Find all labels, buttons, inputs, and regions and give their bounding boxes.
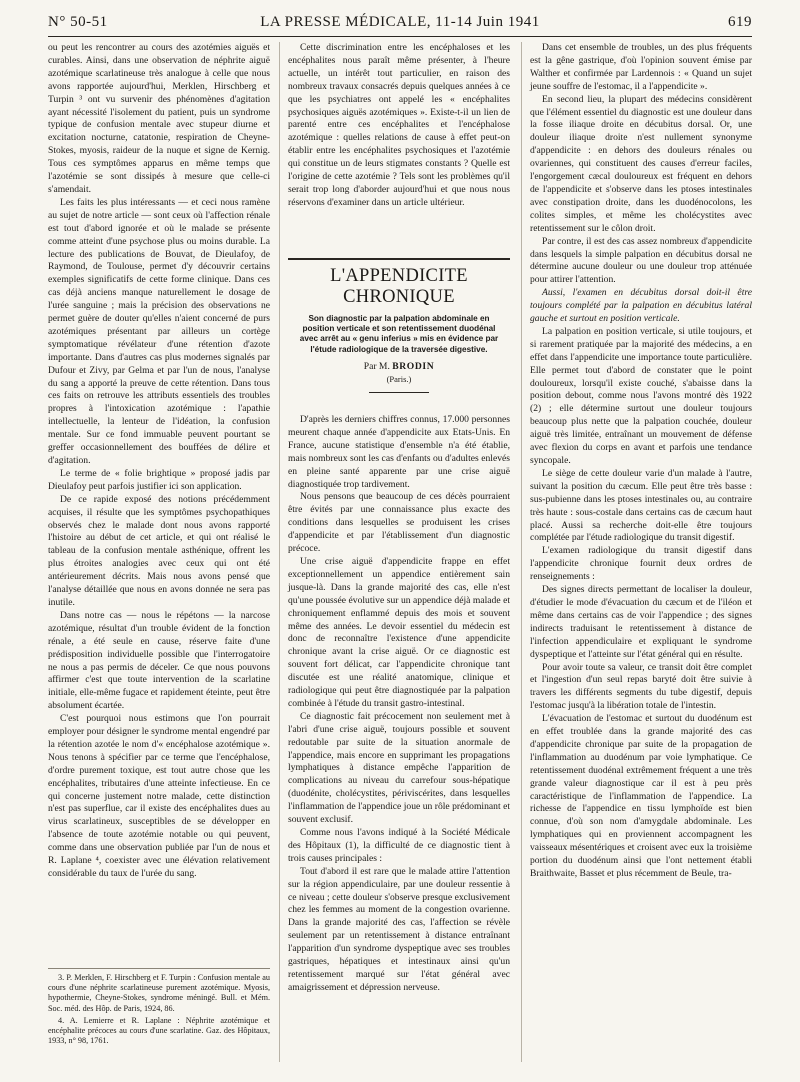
- article-subtitle: Son diagnostic par la palpation abdominale en position verticale et son retentissement duodénal avec arrêt au « genu inferius » mis en évidence par l'étude radiologique de la traversée digestive.: [299, 314, 499, 354]
- paragraph: Le siège de cette douleur varie d'un malade à l'autre, suivant la position du cæcum. Elle peut être très basse : sus-pubienne dans les ptoses intestinales ou, au contraire très haute : sous-costale dans certains cas de cæcum haut placé. Aussi sa recherche doit-elle être toujours complétée par l'étude radiologique du transit digestif.: [530, 467, 752, 544]
- paragraph: Des signes directs permettant de localiser la douleur, d'étudier le mode d'évacuation du cæcum et de l'iléon et même dans certains cas de voir l'appendice ; des signes indirects traduisant le retentissement à distance de l'infection appendiculaire et expliquant le syndrome dyspeptique et l'atteinte sur l'état général qui en résulte.: [530, 584, 752, 660]
- paragraph: L'évacuation de l'estomac et surtout du duodénum est en effet troublée dans la grande majorité des cas d'appendicite chronique par suite de la propagation de l'inflammation au duodénum par voie lymphatique. Ce retentissement duodénal extrêmement fréquent a une très grande valeur diagnostique car il est à peu près caractéristique de l'inflammation de l'appendice. La richesse de l'appendice en tissu lymphoïde est bien connue, d'où son nom d'amygdale abdominale. Les lymphatiques qui en proviennent accompagnent les vaisseaux mésentériques et croisent avec eux la troisième portion du duodénum ainsi que l'ont nettement établi Braithwaite, Basset et plus récemment de Beule, tra-: [530, 713, 752, 879]
- author-city: (Paris.): [386, 373, 412, 384]
- paragraph: Nous pensons que beaucoup de ces décès pourraient être évités par une connaissance plus exacte des conditions dans lesquelles se produisent les crises d'appendicite et par l'établissement d'un diagnostic précoce.: [288, 491, 510, 555]
- footnote: 4. A. Lemierre et R. Laplane : Néphrite azotémique et encéphalite précoces au cours d'une scarlatine. Gaz. des Hôpitaux, 1933, n° 98, 1761.: [48, 1015, 270, 1046]
- paragraph: Le terme de « folie brightique » proposé jadis par Dieulafoy peut parfois justifier ici son application.: [48, 467, 270, 492]
- paragraph: Une crise aiguë d'appendicite frappe en effet exceptionnellement un appendice entièrement sain jusque-là. Dans la grande majorité des cas, elle n'est qu'une poussée évolutive sur un appendice déjà malade et chroniquement enflammé depuis des mois et souvent même des années. Le devoir essentiel du médecin est donc de reconnaître l'existence d'une appendicite chronique avant la crise aiguë. Or ce diagnostic est souvent fort délicat, car l'appendicite chronique tant discutée est une réalité anatomique, clinique et radiologique qui peut être diagnostiquée par la palpation combinée à l'étude du transit gastro-intestinal.: [288, 555, 510, 709]
- paragraph: Tout d'abord il est rare que le malade attire l'attention sur la région appendiculaire, par une douleur ressentie à ce niveau ; cette douleur s'observe presque exclusivement chez les femmes au moment de la congestion ovarienne. Dans la grande majorité des cas, l'affection se révèle seulement par un retentissement à distance entraînant l'apparition d'un syndrome dyspeptique avec ses troubles gastriques, hépatiques et intestinaux ainsi qu'un retentissement marqué sur l'état général avec amaigrissement et dépression nerveuse.: [288, 865, 510, 993]
- journal-title: LA PRESSE MÉDICALE, 11-14 Juin 1941: [260, 14, 540, 30]
- column-1: [48, 42, 270, 881]
- paragraph: Aussi, l'examen en décubitus dorsal doit-il être toujours complété par la palpation en décubitus latéral gauche et surtout en position verticale.: [530, 287, 752, 325]
- paragraph: Ce diagnostic fait précocement non seulement met à l'abri d'une crise aiguë, toujours possible et souvent redoutable par suite de la situation anormale de l'appendice, mais encore en supprimant les propagations lymphatiques à distance empêche l'apparition de complications au niveau du carrefour sous-hépatique (duodénite, cholécystites, périviscérites, dans lesquelles l'inflammation de l'appendice joue un rôle prédominant et souvent exclusif.: [288, 710, 510, 826]
- paragraph: Dans cet ensemble de troubles, un des plus fréquents est la gêne gastrique, d'où l'opinion souvent émise par Walther et confirmée par Lardennois : « Quand un sujet jeune souffre de l'estomac, il a l'appendicite ».: [530, 42, 752, 92]
- column-2-bottom: [288, 414, 510, 995]
- column-divider: [279, 42, 280, 1062]
- paragraph: ou peut les rencontrer au cours des azotémies aiguës et curables. Ainsi, dans une observation de néphrite aiguë azotémique scarlatineuse très analogue à celle que nous avons rapportée aujourd'hui, Merklen, Hirschberg et Turpin ³ ont vu survenir des phénomènes d'agitation ayant nécessité l'isolement du patient, puis un syndrome typique de confusion mentale avec stupeur diurne et excitation nocturne, catatonie, respiration de Cheyne-Stokes, myosis, raideur de la nuque et signe de Kernig. Tous ces symptômes apparus en même temps que l'azotémie se sont dissipés à mesure que celle-ci s'amendait.: [48, 42, 270, 195]
- article-author: [288, 361, 510, 372]
- paragraph: En second lieu, la plupart des médecins considèrent que l'élément essentiel du diagnostic est une douleur dans la fosse iliaque droite en décubitus dorsal. Or, une douleur iliaque droite n'est nullement synonyme d'appendicite : en dehors des douleurs rénales ou ovariennes, qui constituent des causes d'erreur faciles, l'engorgement cæcal douloureux est fréquent en dehors de l'appendicite et s'observe dans les ptoses intestinales avec constipation droite, dans les duodénocolons, les colites simples, et même les cholécystites avec retentissement sur le côlon droit.: [530, 93, 752, 234]
- column-divider: [521, 42, 522, 1062]
- paragraph: Les faits les plus intéressants — et ceci nous ramène au sujet de notre article — sont ceux où l'affection rénale est tout d'abord ignorée et où le malade se présente comme atteint d'une psychose plus ou moins durable. La lecture des publications de Bouvat, de Dieulafoy, de Raymond, de Toulouse, permet d'y découvrir certains exemples significatifs de cette forme clinique. Dans ces cas déjà anciens manque naturellement le dosage de l'urée sanguine ; mais la précision des observations ne permet guère de douter qu'elles n'aient concerné de purs azotémiques présentant par ailleurs un cortège symptomatique révélateur d'une rétention d'azote importante. Dans d'autres cas plus modernes signalés par Dufour et Zivy, par Gelma et par l'un de nous, l'analyse du sang a apporté la preuve de cette rétention. Dans tous ces faits on retrouve les attributs essentiels des troubles propres à l'intoxication azotémique : l'apathie intellectuelle, la lenteur de l'idéation, la confusion mentale. Sur ce fond immuable peuvent pourtant se greffer occasionnellement des bouffées de délire et d'agitation.: [48, 196, 270, 466]
- paragraph: La palpation en position verticale, si utile toujours, et si rarement pratiquée par la majorité des médecins, a en effet dans l'appendicite une importance toute particulière. Elle permet tout d'abord de constater que le point douloureux, lorsqu'il existe couché, s'abaisse dans la position debout, comme nous l'avons montré dès 1922 (2) ; elle détermine surtout une douleur toujours beaucoup plus nette que la palpation couchée, douleur aiguë très limitée, entraînant un mouvement de défense avec flexion du corps en avant et parfois une tendance syncopale.: [530, 325, 752, 466]
- paragraph: Cette discrimination entre les encéphaloses et les encéphalites nous paraît même présenter, à l'heure actuelle, un intérêt tout particulier, en raison des nombreux travaux consacrés depuis quelques années à ce que les psychiatres ont appelé les « encéphalites psychosiques aiguës azotémiques ». Existe-t-il un lien de parenté entre ces encéphalites et l'encéphalose azotémique : quelles relations de cause à effet peut-on établir entre les encéphalites psychosiques et l'azotémie qui constitue un de leurs stigmates constants ? Quelle est l'origine de cette azotémie ? Tels sont les problèmes qu'il serait trop long d'aborder aujourd'hui et que nous nous réservons d'examiner dans un article ultérieur.: [288, 42, 510, 208]
- paragraph: Pour avoir toute sa valeur, ce transit doit être complet et l'ingestion d'un seul repas baryté doit être suivie à travers les différents segments du tube digestif, depuis l'estomac jusqu'à la libération totale de l'intestin.: [530, 661, 752, 712]
- page-header: [48, 12, 752, 34]
- paragraph: Comme nous l'avons indiqué à la Société Médicale des Hôpitaux (1), la difficulté de ce diagnostic tient à trois causes principales :: [288, 827, 510, 864]
- paragraph: Par contre, il est des cas assez nombreux d'appendicite dans lesquels la simple palpation en décubitus dorsal ne détermine aucune douleur ou une douleur trop atténuée pour attirer l'attention.: [530, 235, 752, 286]
- paragraph: De ce rapide exposé des notions précédemment acquises, il résulte que les symptômes psychopathiques observés chez le malade dont nous avons rapporté l'histoire au début de cet article, et qui ont réalisé le tableau de la confusion mentale asthénique, offrent les plus étroites analogies avec ceux qui ont été antérieurement décrits. Mais nous avons pensé que l'analyse détaillée que nous en avons donnée ne sera pas inutile.: [48, 493, 270, 608]
- header-rule: [48, 36, 752, 37]
- issue-number: N° 50-51: [48, 14, 108, 30]
- article-title: L'APPENDICITE CHRONIQUE: [330, 266, 468, 307]
- column-2-top: [288, 42, 510, 210]
- article-rule: [288, 258, 510, 260]
- footnotes: [48, 968, 270, 1048]
- footnote: 3. P. Merklen, F. Hirschberg et F. Turpin : Confusion mentale au cours d'une néphrite scarlatineuse purement azotémique. Myosis, hypothermie, Cheyne-Stokes, syndrome méningé. Bull. et Mém. Soc. méd. des Hôp. de Paris, 1924, 86.: [48, 973, 270, 1013]
- article-heading: [288, 258, 510, 393]
- paragraph: C'est pourquoi nous estimons que l'on pourrait employer pour désigner le syndrome mental engendré par la rétention azotée le nom d'« encéphalose azotémique ». Nous tenons à spécifier par ce terme que l'encéphalose, d'ordre purement toxique, est tout autre chose que les encéphalites, tributaires d'une atteinte infectieuse. En ce qui concerne justement notre malade, cette distinction n'est pas superflue, car il existe des encéphalites dues au virus scarlatineux, susceptibles de se développer en l'absence de toute azotémie notable ou qui peuvent, comme dans une observation publiée par l'un de nous et R. Laplane ⁴, coexister avec une élévation relativement considérable du taux de l'urée du sang.: [48, 713, 270, 879]
- paragraph: L'examen radiologique du transit digestif dans l'appendicite chronique fournit deux ordres de renseignements :: [530, 545, 752, 583]
- article-short-rule: [369, 392, 429, 393]
- column-3: [530, 42, 752, 881]
- paragraph: D'après les derniers chiffres connus, 17.000 personnes meurent chaque année d'appendicite aux Etats-Unis. En France, aucune statistique d'ensemble n'a été établie, mais nombreux sont les cas d'enfants ou d'adultes enlevés en pleine santé apparente par une crise aiguë diagnostiquée trop tardivement.: [288, 414, 510, 490]
- paragraph: Dans notre cas — nous le répétons — la narcose azotémique, résultat d'un trouble évident de la fonction rénale, a été seule en cause, réserve faite d'une prédisposition individuelle possible que l'interrogatoire ne nous a pas permis de déceler. Ce que nous pouvons affirmer c'est que toute intervention de la scarlatine initiale, elle-même fugace et rapidement éteinte, peut être absolument écartée.: [48, 609, 270, 712]
- author-name: BRODIN: [392, 360, 435, 372]
- page-number: 619: [728, 14, 752, 30]
- author-prefix: Par M.: [363, 360, 390, 372]
